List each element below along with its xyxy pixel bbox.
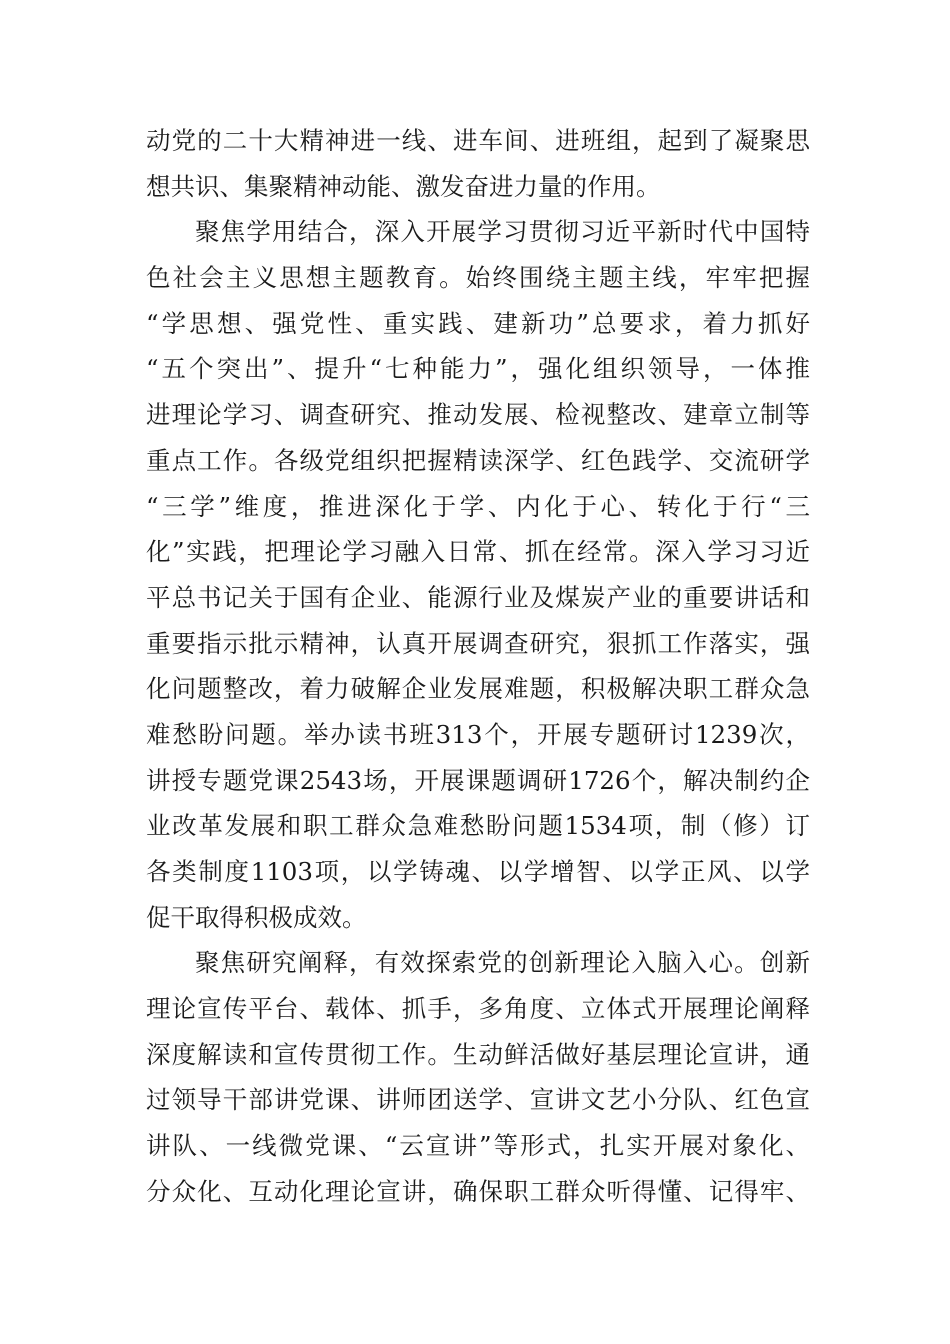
text-line: 平总书记关于国有企业、能源行业及煤炭产业的重要讲话和 [146,582,810,612]
text-line: 讲队、一线微党课、“云宣讲”等形式，扎实开展对象化、 [146,1131,810,1161]
text-line: 色社会主义思想主题教育。始终围绕主题主线，牢牢把握 [146,263,810,293]
text-line: 重点工作。各级党组织把握精读深学、红色践学、交流研学 [146,445,810,475]
text-line: 想共识、集聚精神动能、激发奋进力量的作用。 [146,171,661,201]
text-line: 化”实践，把理论学习融入日常、抓在经常。深入学习习近 [146,537,810,567]
text-line: 分众化、互动化理论宣讲，确保职工群众听得懂、记得牢、 [146,1176,810,1206]
text-line: 化问题整改，着力破解企业发展难题，积极解决职工群众急 [146,674,810,704]
text-line: 聚焦研究阐释，有效探索党的创新理论入脑入心。创新 [195,948,810,978]
text-line: 业改革发展和职工群众急难愁盼问题1534项，制（修）订 [146,811,810,841]
text-line: “学思想、强党性、重实践、建新功”总要求，着力抓好 [146,308,810,338]
text-line: 理论宣传平台、载体、抓手，多角度、立体式开展理论阐释 [146,994,810,1024]
text-line: 讲授专题党课2543场，开展课题调研1726个，解决制约企 [146,765,810,795]
text-line: 动党的二十大精神进一线、进车间、进班组，起到了凝聚思 [146,126,810,155]
text-line: 各类制度1103项，以学铸魂、以学增智、以学正风、以学 [146,857,810,886]
text-line: 聚焦学用结合，深入开展学习贯彻习近平新时代中国特 [195,217,810,247]
text-line: 促干取得积极成效。 [146,902,367,932]
text-line: “三学”维度，推进深化于学、内化于心、转化于行“三 [146,491,810,521]
text-line: 深度解读和宣传贯彻工作。生动鲜活做好基层理论宣讲，通 [146,1039,810,1069]
text-line: 重要指示批示精神，认真开展调查研究，狠抓工作落实，强 [146,628,810,658]
text-line: 进理论学习、调查研究、推动发展、检视整改、建章立制等 [146,400,810,430]
body-text [146,118,810,1215]
text-line: 难愁盼问题。举办读书班313个，开展专题研讨1239次， [146,719,810,749]
text-line: 过领导干部讲党课、讲师团送学、宣讲文艺小分队、红色宣 [146,1085,810,1115]
text-line: “五个突出”、提升“七种能力”，强化组织领导，一体推 [146,354,810,384]
